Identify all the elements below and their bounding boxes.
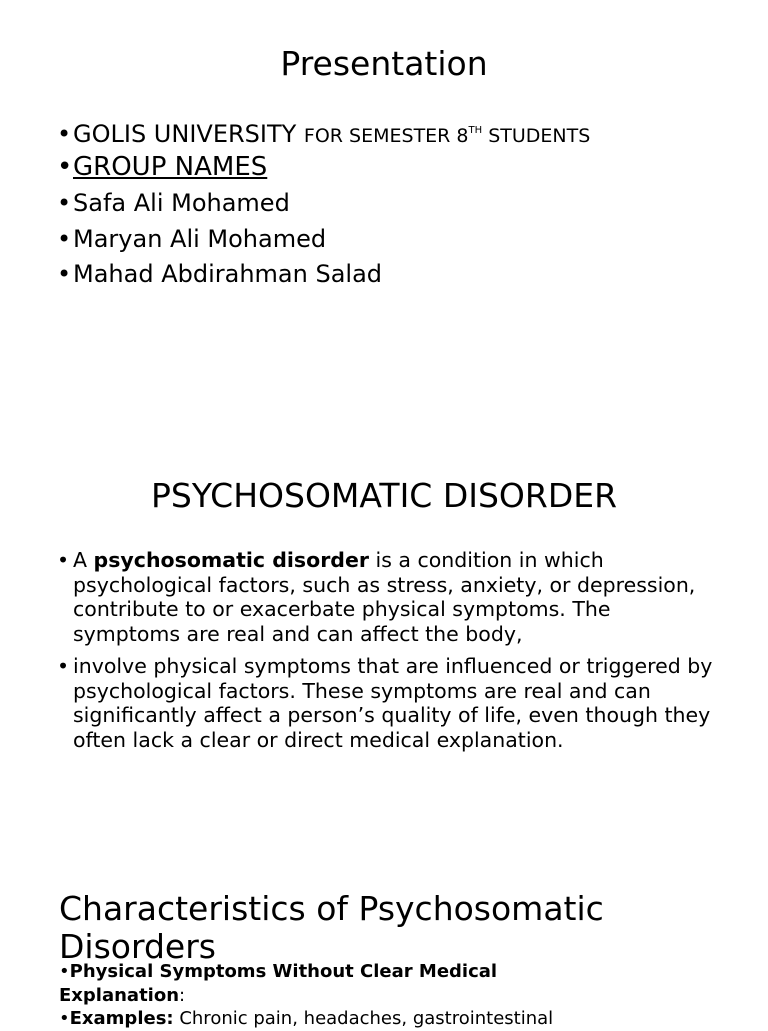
- list-item-university: [57, 114, 590, 148]
- slide-title: Characteristics of Psychosomatic Disorders: [59, 889, 604, 966]
- list-item-definition: [57, 548, 717, 646]
- slide-title: Presentation: [280, 44, 488, 83]
- slide-title: PSYCHOSOMATIC DISORDER: [150, 476, 618, 515]
- ordinal-suffix: TH: [468, 125, 483, 136]
- definition-paragraph: [73, 548, 717, 646]
- students-text: STUDENTS: [482, 125, 591, 147]
- characteristics-list: [59, 960, 619, 1031]
- definition-term: psychosomatic disorder: [93, 548, 369, 572]
- slide-presentation: [0, 0, 768, 400]
- list-item-description: [57, 654, 717, 752]
- examples-label: Examples:: [69, 1008, 174, 1029]
- list-item-member: [57, 257, 590, 293]
- semester-prefix: FOR SEMESTER 8: [303, 125, 469, 147]
- bullet-icon: •: [57, 224, 72, 253]
- member-name: Maryan Ali Mohamed: [73, 224, 327, 253]
- slide-psychosomatic-disorder: [0, 430, 768, 850]
- bullet-icon: •: [57, 189, 72, 217]
- university-name: GOLIS UNIVERSITY: [73, 120, 304, 148]
- semester-text: [304, 125, 590, 147]
- bullet-icon: •: [59, 1008, 70, 1029]
- description-paragraph: involve physical symptoms that are influenced or triggered by psychological factors. These symptoms are real and can significantly affect a person’s quality of life, even though they often lack a clear or direct medical explanation.: [73, 654, 713, 752]
- characteristic-colon: :: [179, 984, 186, 1006]
- list-item-member: [57, 186, 590, 222]
- slide-characteristics: [0, 880, 768, 1029]
- bullet-list: [57, 114, 590, 293]
- group-names-heading: GROUP NAMES: [73, 152, 268, 182]
- bullet-list: [57, 548, 717, 760]
- examples-text: Chronic pain, headaches, gastrointestinal: [173, 1008, 554, 1029]
- list-item-group-heading: [57, 148, 590, 186]
- bullet-icon: •: [57, 260, 72, 288]
- bullet-icon: •: [57, 120, 72, 148]
- bullet-icon: •: [57, 654, 70, 678]
- definition-prefix: A: [73, 548, 94, 572]
- member-name: Safa Ali Mohamed: [73, 189, 290, 217]
- definition-body: is a condition in which psychological factors, such as stress, anxiety, or depression, contribute to or exacerbate physical symptoms. The symptoms are real and can affect the body,: [73, 548, 696, 646]
- bullet-icon: •: [57, 152, 73, 182]
- characteristic-heading: Physical Symptoms Without Clear Medical Explanation: [59, 961, 498, 1006]
- bullet-icon: •: [59, 961, 70, 982]
- list-item-member: [57, 222, 590, 258]
- member-name: Mahad Abdirahman Salad: [73, 260, 383, 288]
- list-item-characteristic: [59, 960, 619, 1007]
- list-item-examples: [59, 1007, 619, 1031]
- bullet-icon: •: [57, 548, 70, 572]
